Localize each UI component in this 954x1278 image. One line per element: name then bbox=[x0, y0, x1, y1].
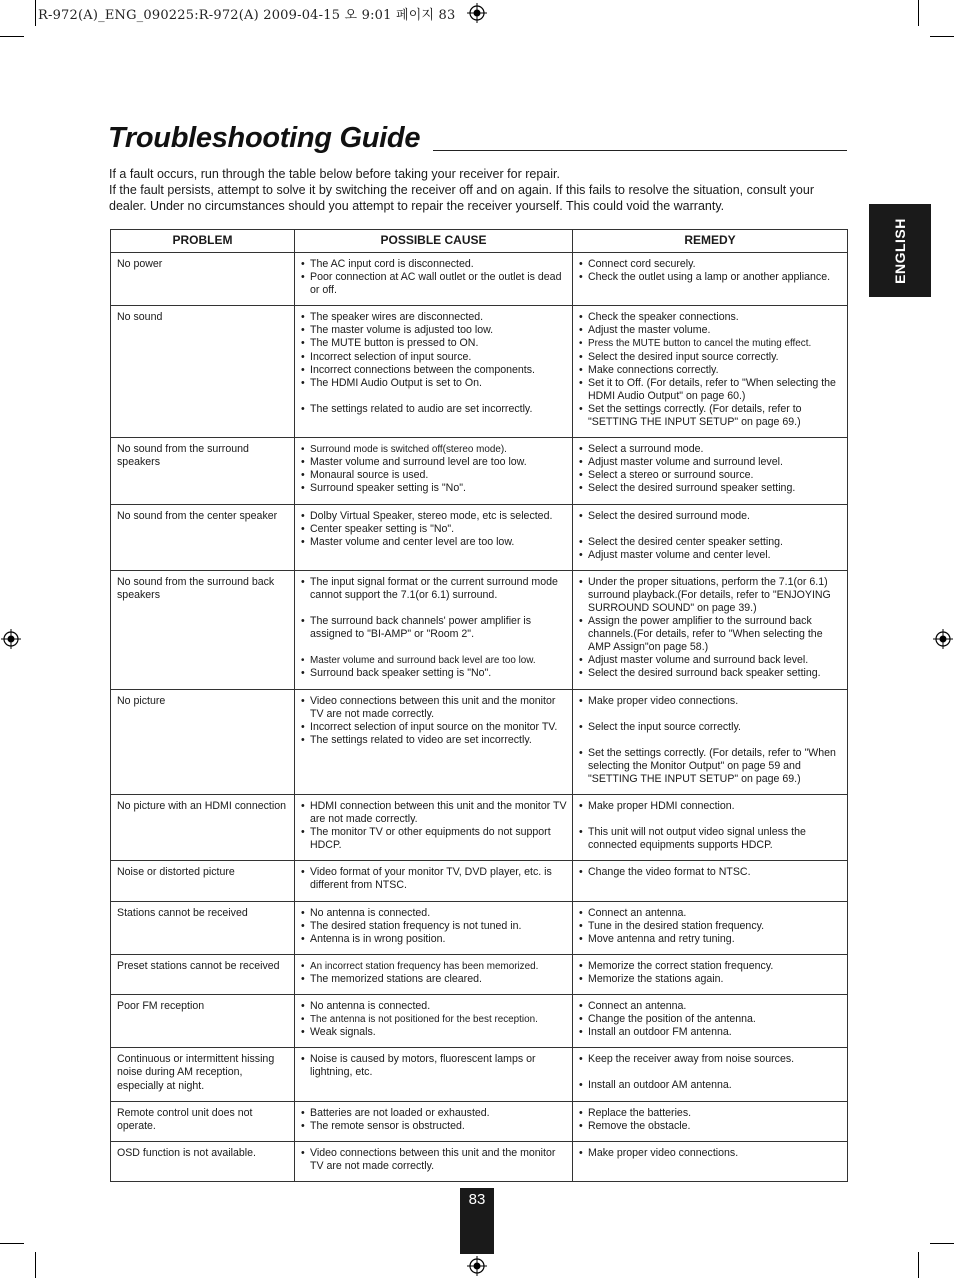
table-row bbox=[111, 253, 848, 306]
cause-item: • Master volume and surround level are too low. bbox=[301, 456, 567, 469]
crop-mark bbox=[0, 36, 24, 37]
registration-mark-icon bbox=[467, 3, 487, 23]
registration-mark-icon bbox=[467, 1256, 487, 1276]
cause-item: • The speaker wires are disconnected. bbox=[301, 311, 567, 324]
cause-cell bbox=[295, 504, 573, 570]
remedy-item: • Tune in the desired station frequency. bbox=[579, 920, 842, 933]
crop-mark bbox=[918, 0, 919, 26]
remedy-item: • Check the speaker connections. bbox=[579, 311, 842, 324]
remedy-item: • Memorize the stations again. bbox=[579, 973, 842, 986]
remedy-item: • Adjust the master volume. bbox=[579, 324, 842, 337]
cause-item: • Surround back speaker setting is "No". bbox=[301, 667, 567, 680]
remedy-cell-list bbox=[579, 311, 842, 429]
problem-cell: Remote control unit does not operate. bbox=[111, 1101, 295, 1141]
table-row bbox=[111, 954, 848, 994]
remedy-item: • This unit will not output video signal unless the connected equipments supports HDCP. bbox=[579, 826, 842, 852]
remedy-item: • Install an outdoor FM antenna. bbox=[579, 1026, 842, 1039]
table-row bbox=[111, 1101, 848, 1141]
remedy-cell-list bbox=[579, 510, 842, 562]
problem-cell: Stations cannot be received bbox=[111, 901, 295, 954]
remedy-cell-list bbox=[579, 907, 842, 946]
cause-item: • HDMI connection between this unit and the monitor TV are not made correctly. bbox=[301, 800, 567, 826]
remedy-cell-list bbox=[579, 1107, 842, 1133]
cause-item: • The surround back channels' power amplifier is assigned to "BI-AMP" or "Room 2". bbox=[301, 615, 567, 641]
remedy-cell-list bbox=[579, 576, 842, 681]
remedy-item: • Replace the batteries. bbox=[579, 1107, 842, 1120]
remedy-item: • Make proper video connections. bbox=[579, 1147, 842, 1160]
problem-cell: No picture with an HDMI connection bbox=[111, 795, 295, 861]
remedy-cell bbox=[573, 861, 848, 901]
cause-item: • Incorrect selection of input source on the monitor TV. bbox=[301, 721, 567, 734]
remedy-cell-list bbox=[579, 866, 842, 879]
cause-cell bbox=[295, 995, 573, 1048]
cause-item: • The master volume is adjusted too low. bbox=[301, 324, 567, 337]
cause-cell bbox=[295, 901, 573, 954]
remedy-cell-list bbox=[579, 695, 842, 786]
table-header-row bbox=[111, 230, 848, 253]
language-tab bbox=[869, 204, 931, 297]
remedy-cell bbox=[573, 689, 848, 794]
cause-cell bbox=[295, 1141, 573, 1181]
intro-line: If the fault persists, attempt to solve it by switching the receiver off and on again. If this fails to resolve the situation, consult your dealer. Under no circumstances should you attempt to repair the receiver yourself. This could void the warranty. bbox=[109, 183, 814, 213]
header-problem: PROBLEM bbox=[111, 230, 295, 253]
remedy-item: • Select the desired surround mode. bbox=[579, 510, 842, 523]
remedy-cell bbox=[573, 504, 848, 570]
cause-item: • Video format of your monitor TV, DVD player, etc. is different from NTSC. bbox=[301, 866, 567, 892]
cause-item: • Surround speaker setting is "No". bbox=[301, 482, 567, 495]
remedy-item: • Keep the receiver away from noise sources. bbox=[579, 1053, 842, 1066]
remedy-cell-list bbox=[579, 1053, 842, 1092]
crop-mark bbox=[35, 1252, 36, 1278]
remedy-item: • Select the desired input source correctly. bbox=[579, 351, 842, 364]
cause-cell-list bbox=[301, 1107, 567, 1133]
remedy-item: • Select a surround mode. bbox=[579, 443, 842, 456]
cause-item: • An incorrect station frequency has been memorized. bbox=[301, 960, 567, 973]
cause-item: • The HDMI Audio Output is set to On. bbox=[301, 377, 567, 390]
cause-item: • Antenna is in wrong position. bbox=[301, 933, 567, 946]
problem-cell: Poor FM reception bbox=[111, 995, 295, 1048]
cause-item: • Batteries are not loaded or exhausted. bbox=[301, 1107, 567, 1120]
title-rule bbox=[433, 150, 847, 151]
remedy-item: • Select the desired surround speaker setting. bbox=[579, 482, 842, 495]
cause-item: • The monitor TV or other equipments do not support HDCP. bbox=[301, 826, 567, 852]
remedy-item: • Remove the obstacle. bbox=[579, 1120, 842, 1133]
cause-cell bbox=[295, 570, 573, 689]
remedy-cell bbox=[573, 253, 848, 306]
remedy-item: • Connect an antenna. bbox=[579, 907, 842, 920]
cause-item: • The desired station frequency is not tuned in. bbox=[301, 920, 567, 933]
remedy-cell bbox=[573, 1101, 848, 1141]
page-title: Troubleshooting Guide bbox=[108, 122, 421, 154]
table-row bbox=[111, 1048, 848, 1101]
cause-item: • The antenna is not positioned for the best reception. bbox=[301, 1013, 567, 1026]
cause-item: • No antenna is connected. bbox=[301, 1000, 567, 1013]
remedy-cell bbox=[573, 438, 848, 504]
cause-cell-list bbox=[301, 1000, 567, 1039]
cause-cell bbox=[295, 1101, 573, 1141]
remedy-item: • Check the outlet using a lamp or another appliance. bbox=[579, 271, 842, 284]
intro-text bbox=[109, 166, 839, 214]
remedy-cell bbox=[573, 954, 848, 994]
page-number: 83 bbox=[460, 1188, 494, 1254]
remedy-cell bbox=[573, 901, 848, 954]
cause-item: • Incorrect selection of input source. bbox=[301, 351, 567, 364]
cause-item: • Surround mode is switched off(stereo mode). bbox=[301, 443, 567, 456]
cause-item: • Monaural source is used. bbox=[301, 469, 567, 482]
problem-cell: Noise or distorted picture bbox=[111, 861, 295, 901]
table-body bbox=[111, 253, 848, 1182]
remedy-cell-list bbox=[579, 800, 842, 852]
cause-cell bbox=[295, 795, 573, 861]
header-remedy: REMEDY bbox=[573, 230, 848, 253]
remedy-cell bbox=[573, 995, 848, 1048]
cause-cell bbox=[295, 689, 573, 794]
cause-cell-list bbox=[301, 443, 567, 495]
cause-item: • The settings related to video are set incorrectly. bbox=[301, 734, 567, 747]
table-row bbox=[111, 438, 848, 504]
remedy-item: • Select the desired surround back speaker setting. bbox=[579, 667, 842, 680]
crop-mark bbox=[918, 1252, 919, 1278]
remedy-item: • Adjust master volume and center level. bbox=[579, 549, 842, 562]
problem-cell: No picture bbox=[111, 689, 295, 794]
cause-item: • The memorized stations are cleared. bbox=[301, 973, 567, 986]
cause-item: • Dolby Virtual Speaker, stereo mode, etc is selected. bbox=[301, 510, 567, 523]
table-row bbox=[111, 795, 848, 861]
remedy-item: • Adjust master volume and surround back level. bbox=[579, 654, 842, 667]
cause-item: • Poor connection at AC wall outlet or the outlet is dead or off. bbox=[301, 271, 567, 297]
remedy-cell-list bbox=[579, 443, 842, 495]
remedy-item: • Memorize the correct station frequency. bbox=[579, 960, 842, 973]
registration-mark-icon bbox=[933, 629, 953, 649]
remedy-item: • Select a stereo or surround source. bbox=[579, 469, 842, 482]
remedy-cell bbox=[573, 795, 848, 861]
cause-item: • Master volume and center level are too low. bbox=[301, 536, 567, 549]
remedy-item: • Set the settings correctly. (For details, refer to "SETTING THE INPUT SETUP" on page 69.) bbox=[579, 403, 842, 429]
language-tab-label: ENGLISH bbox=[892, 217, 909, 284]
cause-item: • The AC input cord is disconnected. bbox=[301, 258, 567, 271]
problem-cell: No sound from the center speaker bbox=[111, 504, 295, 570]
table-row bbox=[111, 901, 848, 954]
problem-cell: OSD function is not available. bbox=[111, 1141, 295, 1181]
crop-mark bbox=[0, 1243, 24, 1244]
intro-line: If a fault occurs, run through the table below before taking your receiver for repair. bbox=[109, 167, 560, 181]
table-row bbox=[111, 861, 848, 901]
crop-mark bbox=[930, 1243, 954, 1244]
problem-cell: No power bbox=[111, 253, 295, 306]
cause-item: • Weak signals. bbox=[301, 1026, 567, 1039]
remedy-cell-list bbox=[579, 258, 842, 284]
remedy-cell-list bbox=[579, 960, 842, 986]
remedy-item: • Set it to Off. (For details, refer to "When selecting the HDMI Audio Output" on page 60.) bbox=[579, 377, 842, 403]
cause-cell bbox=[295, 306, 573, 438]
print-slug: R-972(A)_ENG_090225:R-972(A) 2009-04-15 오 9:01 페이지 83 bbox=[38, 8, 456, 23]
troubleshooting-table bbox=[110, 229, 848, 1182]
cause-cell-list bbox=[301, 1147, 567, 1173]
cause-cell-list bbox=[301, 695, 567, 747]
cause-item: • The settings related to audio are set incorrectly. bbox=[301, 403, 567, 416]
remedy-item: • Adjust master volume and surround level. bbox=[579, 456, 842, 469]
remedy-item: • Set the settings correctly. (For details, refer to "When selecting the Monitor Output" on page 59 and "SETTING THE INPUT SETUP" on page 69.) bbox=[579, 747, 842, 786]
registration-mark-icon bbox=[1, 629, 21, 649]
cause-cell-list bbox=[301, 258, 567, 297]
remedy-cell-list bbox=[579, 1147, 842, 1160]
remedy-item: • Make proper video connections. bbox=[579, 695, 842, 708]
cause-cell-list bbox=[301, 907, 567, 946]
remedy-item: • Select the input source correctly. bbox=[579, 721, 842, 734]
cause-cell-list bbox=[301, 866, 567, 892]
problem-cell: No sound from the surround back speakers bbox=[111, 570, 295, 689]
cause-cell bbox=[295, 954, 573, 994]
cause-cell bbox=[295, 1048, 573, 1101]
table-row bbox=[111, 995, 848, 1048]
problem-cell: No sound bbox=[111, 306, 295, 438]
problem-cell: Preset stations cannot be received bbox=[111, 954, 295, 994]
cause-cell-list bbox=[301, 311, 567, 416]
remedy-cell bbox=[573, 306, 848, 438]
cause-cell bbox=[295, 861, 573, 901]
problem-cell: No sound from the surround speakers bbox=[111, 438, 295, 504]
remedy-item: • Connect cord securely. bbox=[579, 258, 842, 271]
remedy-item: • Under the proper situations, perform the 7.1(or 6.1) surround playback.(For details, refer to "ENJOYING SURROUND SOUND" on page 39.) bbox=[579, 576, 842, 615]
cause-cell bbox=[295, 438, 573, 504]
remedy-item: • Select the desired center speaker setting. bbox=[579, 536, 842, 549]
cause-item: • Center speaker setting is "No". bbox=[301, 523, 567, 536]
remedy-cell bbox=[573, 1048, 848, 1101]
remedy-item: • Assign the power amplifier to the surround back channels.(For details, refer to "When selecting the AMP Assign"on page 58.) bbox=[579, 615, 842, 654]
remedy-cell bbox=[573, 1141, 848, 1181]
cause-cell-list bbox=[301, 1053, 567, 1079]
cause-item: • No antenna is connected. bbox=[301, 907, 567, 920]
crop-mark bbox=[35, 0, 36, 26]
remedy-cell bbox=[573, 570, 848, 689]
cause-cell-list bbox=[301, 510, 567, 549]
cause-item: • The input signal format or the current surround mode cannot support the 7.1(or 6.1) surround. bbox=[301, 576, 567, 602]
remedy-item: • Press the MUTE button to cancel the muting effect. bbox=[579, 337, 842, 350]
remedy-item: • Make connections correctly. bbox=[579, 364, 842, 377]
cause-item: • Video connections between this unit and the monitor TV are not made correctly. bbox=[301, 695, 567, 721]
table-row bbox=[111, 306, 848, 438]
table-row bbox=[111, 689, 848, 794]
cause-item: • Master volume and surround back level are too low. bbox=[301, 654, 567, 667]
remedy-cell-list bbox=[579, 1000, 842, 1039]
cause-item: • Noise is caused by motors, fluorescent lamps or lightning, etc. bbox=[301, 1053, 567, 1079]
cause-cell-list bbox=[301, 576, 567, 681]
remedy-item: • Move antenna and retry tuning. bbox=[579, 933, 842, 946]
crop-mark bbox=[930, 36, 954, 37]
problem-cell: Continuous or intermittent hissing noise during AM reception, especially at night. bbox=[111, 1048, 295, 1101]
table-row bbox=[111, 1141, 848, 1181]
remedy-item: • Connect an antenna. bbox=[579, 1000, 842, 1013]
header-possible-cause: POSSIBLE CAUSE bbox=[295, 230, 573, 253]
remedy-item: • Install an outdoor AM antenna. bbox=[579, 1079, 842, 1092]
cause-item: • The MUTE button is pressed to ON. bbox=[301, 337, 567, 350]
remedy-item: • Change the video format to NTSC. bbox=[579, 866, 842, 879]
cause-item: • Incorrect connections between the components. bbox=[301, 364, 567, 377]
remedy-item: • Change the position of the antenna. bbox=[579, 1013, 842, 1026]
cause-cell-list bbox=[301, 800, 567, 852]
cause-cell-list bbox=[301, 960, 567, 986]
cause-cell bbox=[295, 253, 573, 306]
remedy-item: • Make proper HDMI connection. bbox=[579, 800, 842, 813]
table-row bbox=[111, 504, 848, 570]
cause-item: • The remote sensor is obstructed. bbox=[301, 1120, 567, 1133]
table-row bbox=[111, 570, 848, 689]
cause-item: • Video connections between this unit and the monitor TV are not made correctly. bbox=[301, 1147, 567, 1173]
